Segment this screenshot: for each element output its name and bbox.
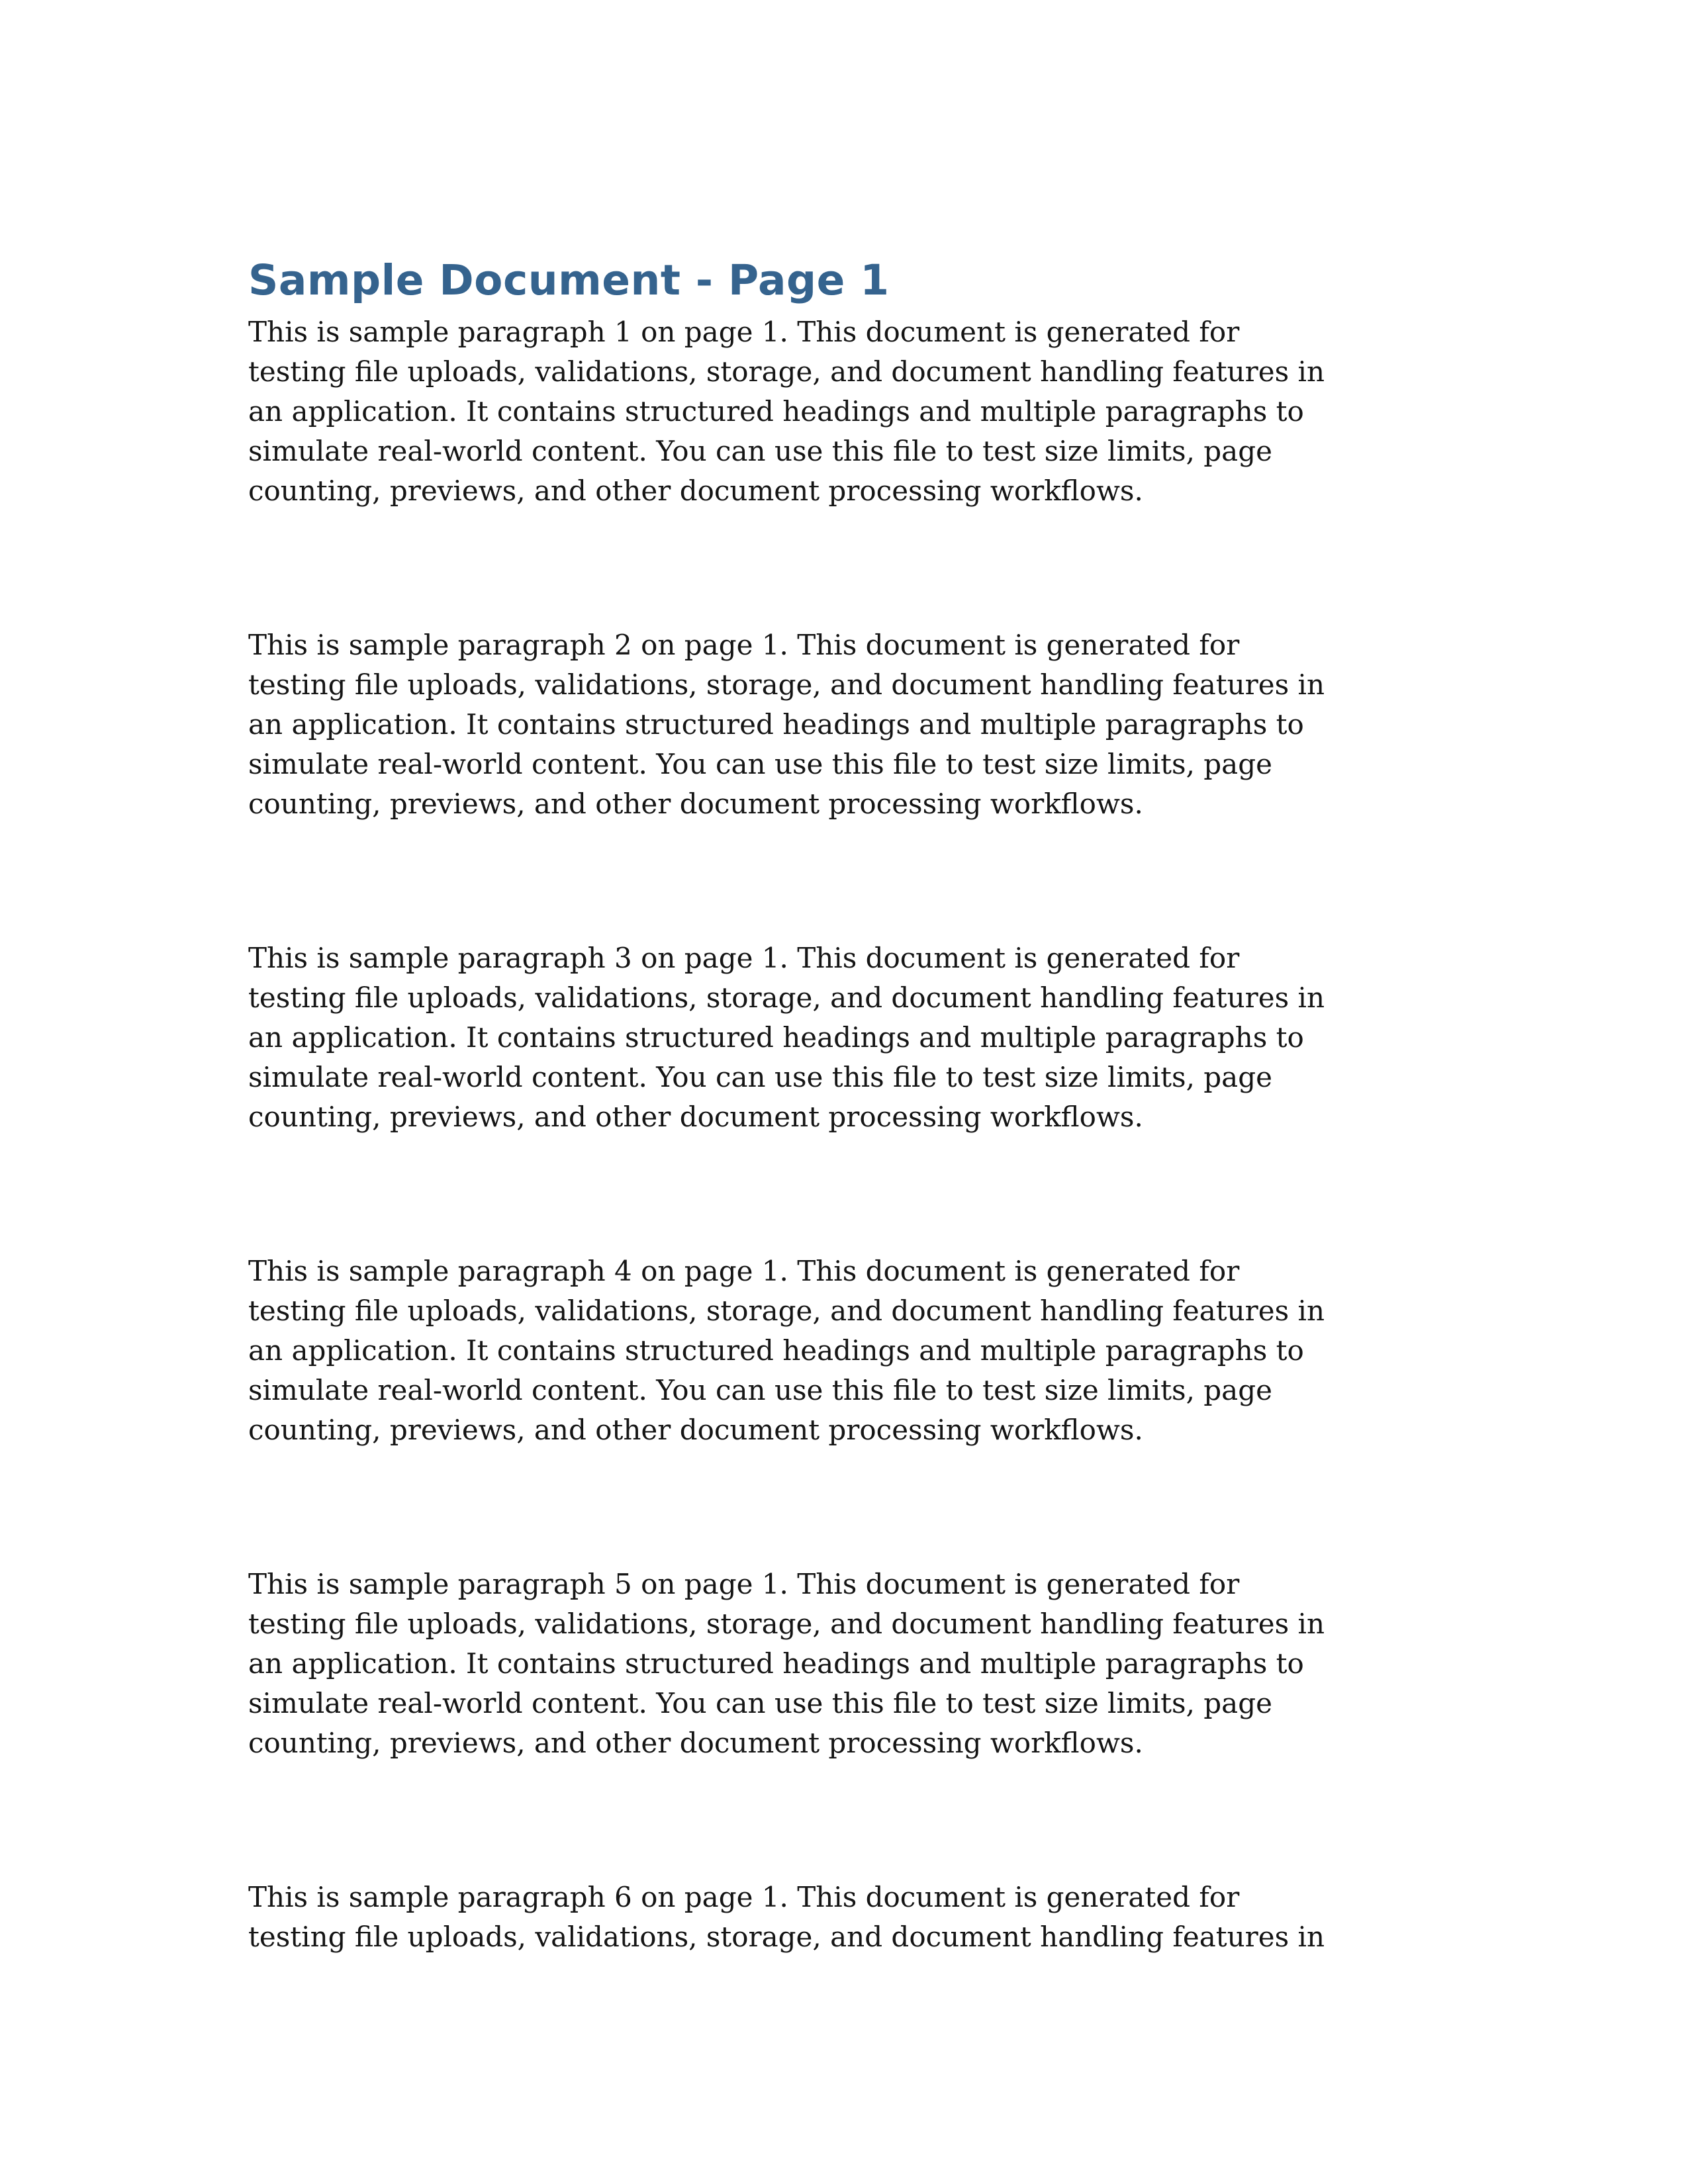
paragraph-line: This is sample paragraph 1 on page 1. This document is generated for — [248, 316, 1240, 349]
paragraph-line: simulate real-world content. You can use this file to test size limits, page — [248, 1687, 1272, 1720]
paragraph-line: simulate real-world content. You can use this file to test size limits, page — [248, 748, 1272, 781]
paragraph-line: counting, previews, and other document processing workflows. — [248, 1727, 1143, 1760]
paragraph-line: testing file uploads, validations, storage, and document handling features in — [248, 668, 1325, 702]
paragraph-line: an application. It contains structured headings and multiple paragraphs to — [248, 1021, 1304, 1054]
paragraph-line: an application. It contains structured headings and multiple paragraphs to — [248, 708, 1304, 741]
paragraph-line: This is sample paragraph 2 on page 1. This document is generated for — [248, 629, 1240, 662]
paragraph-line: simulate real-world content. You can use this file to test size limits, page — [248, 435, 1272, 468]
paragraph-line: an application. It contains structured headings and multiple paragraphs to — [248, 395, 1304, 428]
paragraph-4 — [248, 1251, 1446, 1450]
paragraph-line: This is sample paragraph 4 on page 1. This document is generated for — [248, 1255, 1240, 1288]
paragraph-line: counting, previews, and other document processing workflows. — [248, 788, 1143, 821]
paragraph-line: testing file uploads, validations, storage, and document handling features in — [248, 1608, 1325, 1641]
paragraph-1 — [248, 312, 1446, 511]
paragraph-line: This is sample paragraph 5 on page 1. This document is generated for — [248, 1568, 1240, 1601]
paragraph-line: an application. It contains structured headings and multiple paragraphs to — [248, 1334, 1304, 1367]
paragraph-line: an application. It contains structured headings and multiple paragraphs to — [248, 1647, 1304, 1680]
paragraph-line: counting, previews, and other document processing workflows. — [248, 475, 1143, 508]
paragraph-line: This is sample paragraph 6 on page 1. This document is generated for — [248, 1881, 1240, 1914]
paragraph-3 — [248, 938, 1446, 1137]
paragraph-line: simulate real-world content. You can use this file to test size limits, page — [248, 1374, 1272, 1407]
page-title: Sample Document - Page 1 — [248, 256, 890, 304]
paragraph-5 — [248, 1565, 1446, 1763]
paragraph-line: counting, previews, and other document processing workflows. — [248, 1414, 1143, 1447]
paragraph-line: testing file uploads, validations, storage, and document handling features in — [248, 1295, 1325, 1328]
paragraph-line: testing file uploads, validations, storage, and document handling features in — [248, 1921, 1325, 1954]
paragraph-2 — [248, 625, 1446, 824]
document-content — [248, 257, 1446, 1957]
paragraph-line: counting, previews, and other document processing workflows. — [248, 1101, 1143, 1134]
paragraph-line: testing file uploads, validations, storage, and document handling features in — [248, 355, 1325, 388]
paragraph-6 — [248, 1878, 1446, 1957]
paragraph-line: simulate real-world content. You can use this file to test size limits, page — [248, 1061, 1272, 1094]
paragraph-line: testing file uploads, validations, storage, and document handling features in — [248, 981, 1325, 1015]
paragraph-line: This is sample paragraph 3 on page 1. This document is generated for — [248, 942, 1240, 975]
